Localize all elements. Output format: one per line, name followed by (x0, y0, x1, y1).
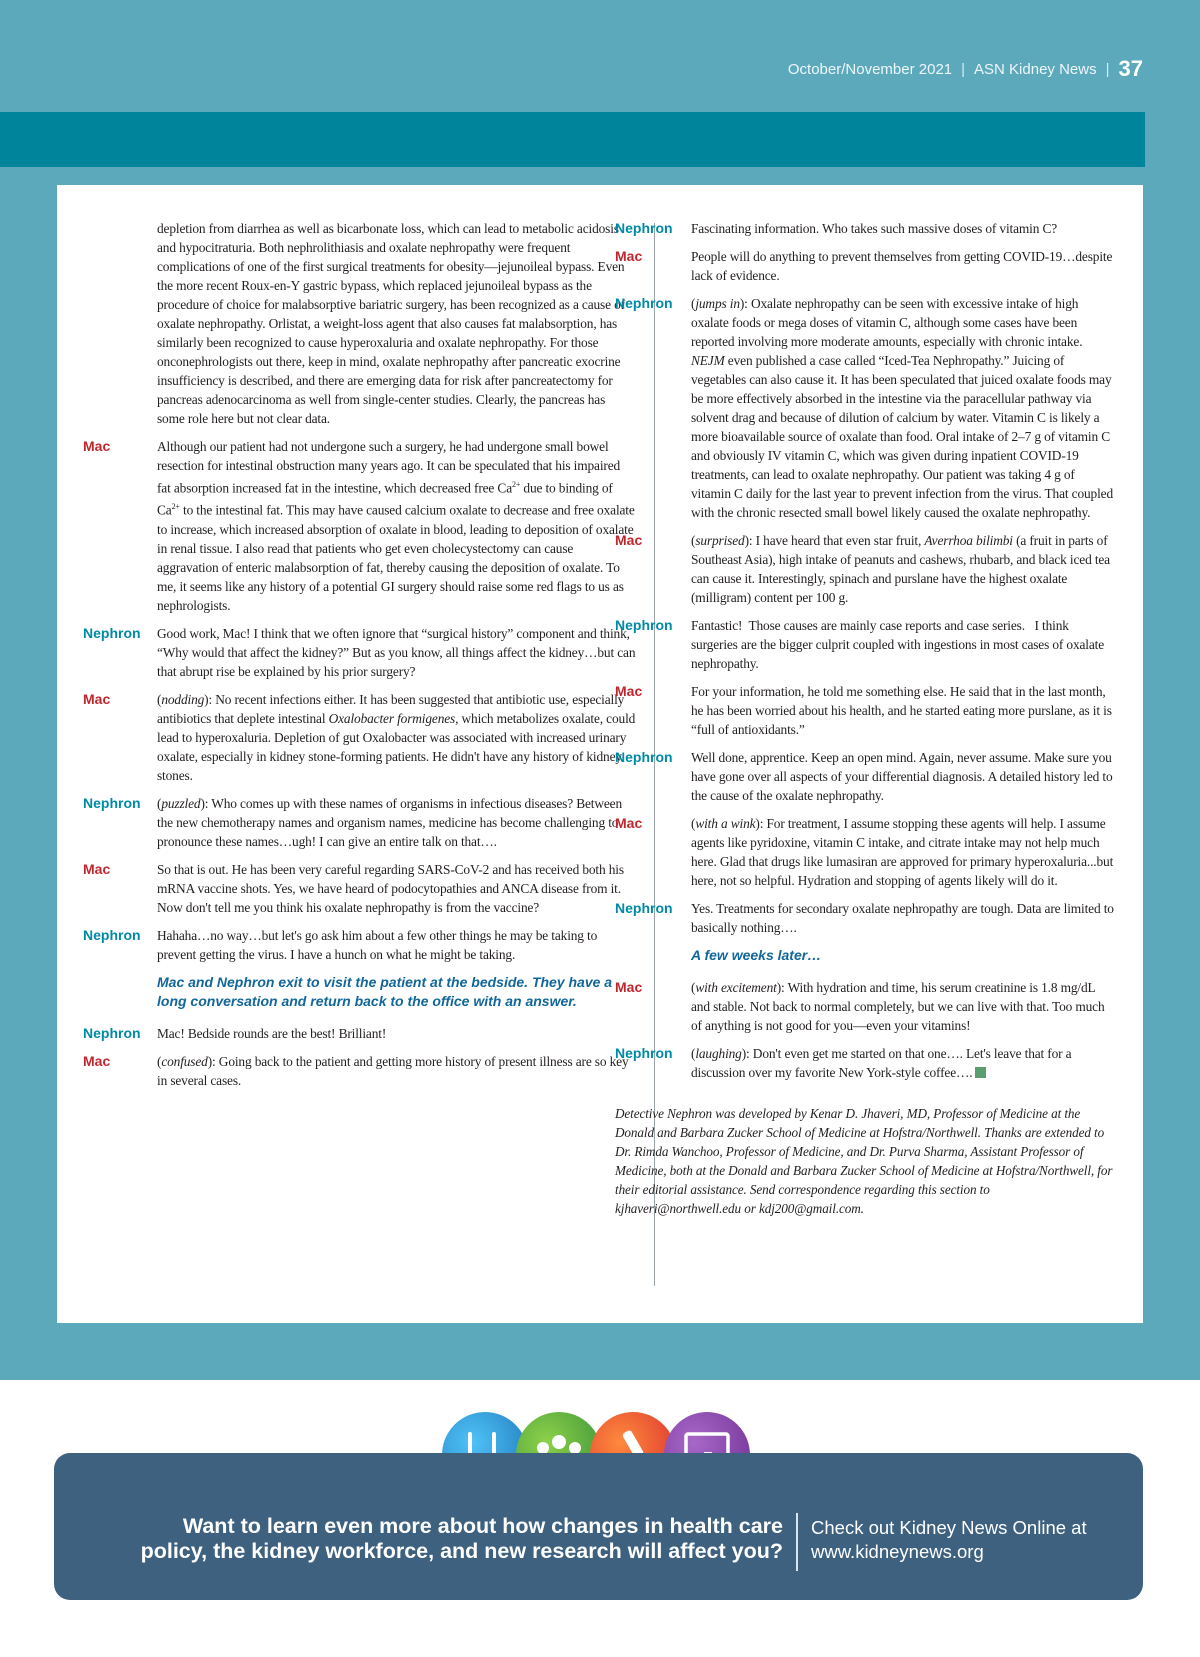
dialogue-text: Fascinating information. Who takes such massive doses of vitamin C? (691, 221, 1058, 236)
dialogue-entry (615, 531, 1115, 607)
dialogue-entry (83, 1052, 636, 1090)
header-separator: | (1105, 60, 1110, 78)
stage-direction: confused (161, 1053, 208, 1069)
dialogue-text: (with excitement): With hydration and time, his serum creatinine is 1.8 mg/dL and stable. Not back to normal completely, but we can live with that. Too much of anything is not good for you—even your vitamins! (691, 979, 1105, 1033)
speaker-label: Nephron (83, 624, 141, 641)
speaker-label: Nephron (83, 794, 141, 811)
dialogue-text: For your information, he told me something else. He said that in the last month, he has been worried about his health, and he started eating more purslane, as it is “full of antioxidants.” (691, 684, 1112, 737)
speaker-label: Nephron (83, 926, 141, 943)
dialogue-text: Hahaha…no way…but let's go ask him about a few other things he may be taking to prevent getting the virus. I have a hunch on what he might be taking. (157, 927, 598, 962)
speaker-label: Mac (615, 683, 643, 699)
stage-direction: laughing (695, 1045, 742, 1061)
dialogue-entry (83, 437, 636, 615)
dialogue-entry (615, 616, 1115, 673)
dialogue-entry (615, 682, 1115, 739)
dialogue-text: (surprised): I have heard that even star fruit, Averrhoa bilimbi (a fruit in parts of Southeast Asia), high intake of peanuts and cashews, rhubarb, and black iced tea can cause it. Interestingly, spinach and purslane have the highest oxalate (milligram) content per 100 g. (691, 533, 1110, 605)
speaker-label: Nephron (615, 220, 673, 236)
dialogue-text: (nodding): No recent infections either. It has been suggested that antibiotic use, especially antibiotics that deplete intestinal Oxalobacter formigenes, which metabolizes oxalate, could lead to hyperoxaluria. Depletion of gut Oxalobacter was associated with increased urinary oxalate, especially in kidney stone-forming patients. He didn't have any history of kidney stones. (157, 691, 636, 783)
running-header (788, 56, 1143, 82)
stage-direction: nodding (161, 691, 205, 707)
dialogue-entry (615, 247, 1115, 285)
speaker-label: Nephron (615, 295, 673, 311)
organism-name: Oxalobacter formigenes (328, 710, 456, 726)
intro-paragraph: depletion from diarrhea as well as bicarbonate loss, which can lead to metabolic acidosis and hypocitraturia. Both nephrolithiasis and oxalate nephropathy were frequent complications of one of the first surgical treatments for obesity—jejunoileal bypass. Even the more recent Roux-en-Y gastric bypass, which replaced jejunoileal bypass as the procedure of choice for malabsorptive bariatric surgery, has been recognized as a cause of oxalate nephropathy. Orlistat, a weight-loss agent that also causes fat malabsorption, has similarly been recognized to cause hyperoxaluria and oxalate nephropathy. For those onconephrologists out there, keep in mind, oxalate nephropathy after pancreatic exocrine insufficiency is described, and there are emerging data for risk after pancreatectomy for pancreas adenocarcinoma as well from single-center studies. Clearly, the pancreas has some role here but not clear data. (157, 221, 625, 426)
dialogue-entry (615, 219, 1115, 238)
speaker-label: Mac (615, 815, 643, 831)
stage-direction: with excitement (695, 979, 777, 995)
stage-direction: puzzled (161, 795, 201, 811)
dialogue-entry (615, 1044, 1115, 1082)
dialogue-text: Well done, apprentice. Keep an open mind. Again, never assume. Make sure you have gone over all aspects of your differential diagnosis. A detailed history led to the cause of the oxalate nephropathy. (691, 750, 1113, 803)
title-bar (0, 112, 1145, 167)
stage-direction: jumps in (695, 296, 740, 311)
dialogue-entry (83, 624, 636, 681)
speaker-label: Mac (615, 248, 643, 264)
article-card (57, 185, 1143, 1323)
right-column (615, 219, 1115, 1218)
dialogue-entry (615, 899, 1115, 937)
dialogue-text: (jumps in): Oxalate nephropathy can be seen with excessive intake of high oxalate foods or mega doses of vitamin C, although some cases have been reported involving more moderate amounts, especially with chronic intake. NEJM even published a case called “Iced-Tea Nephropathy.” Juicing of vegetables can also cause it. It has been speculated that juiced oxalate foods may be more effectively absorbed in the intestine via the paracellular pathway via solvent drag and because of dilution of calcium by water. Vitamin C is likely a more bioavailable source of oxalate than food. Oral intake of 2–7 g of vitamin C and obviously IV vitamin C, which was given during inpatient COVID-19 treatments, can lead to oxalate nephropathy. Our patient was taking 4 g of vitamin C daily for the last year to prevent infection from the virus. That coupled with the chronic resected small bowel likely caused the oxalate nephropathy. (691, 296, 1114, 520)
issue-date: October/November 2021 (787, 60, 953, 78)
speaker-label: Nephron (615, 617, 673, 633)
dialogue-entry (615, 294, 1115, 522)
dialogue-entry (83, 1024, 636, 1043)
speaker-label: Nephron (615, 749, 673, 765)
dialogue-text: So that is out. He has been very careful regarding SARS-CoV-2 and has received both his mRNA vaccine shots. Yes, we have heard of podocytopathies and ANCA disease from it. Now don't tell me you think his oxalate nephropathy is from the vaccine? (157, 861, 624, 915)
promo-banner[interactable] (54, 1453, 1143, 1600)
dialogue-text: Fantastic! Those causes are mainly case reports and case series. I think surgeries are the bigger culprit coupled with ingestions in most cases of oxalate nephropathy. (691, 618, 1108, 671)
speaker-label: Mac (83, 860, 111, 877)
dialogue-entry (83, 219, 636, 428)
left-column (83, 219, 636, 1099)
dialogue-entry (83, 794, 636, 851)
speaker-label: Mac (83, 438, 111, 454)
publication-name: ASN Kidney News (974, 60, 1097, 78)
dialogue-entry (83, 860, 636, 917)
promo-call-to-action: Check out Kidney News Online at www.kidneynews.org (811, 1517, 1087, 1562)
dialogue-entry (615, 748, 1115, 805)
speaker-label: Mac (615, 532, 643, 548)
dialogue-text: Although our patient had not undergone such a surgery, he had undergone small bowel resection for intestinal obstruction many years ago. It can be speculated that his impaired fat absorption increased fat in the intestine, which decreased free $Ca^{2+}$ due to binding of $Ca^{2+}$ to the intestinal fat. This may have caused calcium oxalate to decrease and free oxalate to increase, which increased absorption of oxalate in blood, leading to deposition of oxalate in renal tissue. I also read that patients who get even cholecystectomy can cause aggravation of enteric malabsorption of fat, thereby causing the deposition of oxalate. To me, it seems like any history of a potential GI surgery should raise some red flags to us as nephrologists. (157, 439, 635, 613)
species-name: Averrhoa bilimbi (924, 533, 1013, 548)
dialogue-entry (615, 978, 1115, 1035)
promo-headline: Want to learn even more about how changes in health care policy, the kidney workforce, and new research will affect you? (140, 1514, 783, 1563)
scene-direction: A few weeks later… (691, 947, 822, 963)
article-credits: Detective Nephron was developed by Kenar D. Jhaveri, MD, Professor of Medicine at the Donald and Barbara Zucker School of Medicine at Hofstra/Northwell. Thanks are extended to Dr. Rimda Wanchoo, Professor of Medicine, and Dr. Purva Sharma, Assistant Professor of Medicine, both at the Donald and Barbara Zucker School of Medicine at Hofstra/Northwell, for their editorial assistance. Send correspondence regarding this section to kjhaveri@northwell.edu or kdj200@gmail.com. (615, 1105, 1113, 1216)
speaker-label: Nephron (615, 1044, 673, 1061)
speaker-label: Nephron (615, 900, 673, 916)
dialogue-text: Yes. Treatments for secondary oxalate nephropathy are tough. Data are limited to basically nothing…. (691, 901, 1114, 935)
dialogue-entry (83, 926, 636, 964)
dialogue-text: Good work, Mac! I think that we often ignore that “surgical history” component and think, “Why would that affect the kidney?” But as you know, all things affect the kidney…but can that abrupt rise be explained by his prior surgery? (157, 625, 636, 679)
speaker-label: Mac (83, 690, 111, 707)
header-separator: | (961, 60, 966, 78)
page-number: 37 (1118, 56, 1143, 81)
dialogue-text: (with a wink): For treatment, I assume stopping these agents will help. I assume agents like pyridoxine, vitamin C intake, and citrate intake may not help much here. Glad that drugs like lumasiran are approved for primary hyperoxaluria...but here, not so helpful. Hydration and stopping of agents likely will do it. (691, 816, 1114, 888)
end-of-article-icon (975, 1067, 986, 1078)
dialogue-text: Mac! Bedside rounds are the best! Brilliant! (157, 1025, 387, 1041)
dialogue-text: (laughing): Don't even get me started on that one…. Let's leave that for a discussion over my favorite New York-style coffee…. (691, 1045, 1072, 1080)
stage-direction: with a wink (695, 816, 756, 831)
scene-direction: Mac and Nephron exit to visit the patient at the bedside. They have a long conversation and return back to the office with an answer. (157, 973, 613, 1010)
website-link[interactable]: www.kidneynews.org (811, 1541, 984, 1562)
dialogue-text: (confused): Going back to the patient and getting more history of present illness are so key in several cases. (157, 1053, 629, 1088)
dialogue-entry (615, 814, 1115, 890)
speaker-label: Mac (615, 978, 643, 995)
speaker-label: Mac (83, 1052, 111, 1069)
dialogue-text: (puzzled): Who comes up with these names of organisms in infectious diseases? Between the new chemotherapy names and organism names, medicine has become challenging to pronounce these names…ugh! I can give an entire talk on that…. (157, 795, 623, 849)
journal-name: NEJM (691, 353, 725, 368)
speaker-label: Nephron (83, 1024, 141, 1041)
promo-divider (796, 1513, 798, 1571)
dialogue-entry (83, 690, 636, 785)
dialogue-text: People will do anything to prevent themselves from getting COVID-19…despite lack of evidence. (691, 249, 1113, 283)
stage-direction: surprised (695, 533, 745, 548)
